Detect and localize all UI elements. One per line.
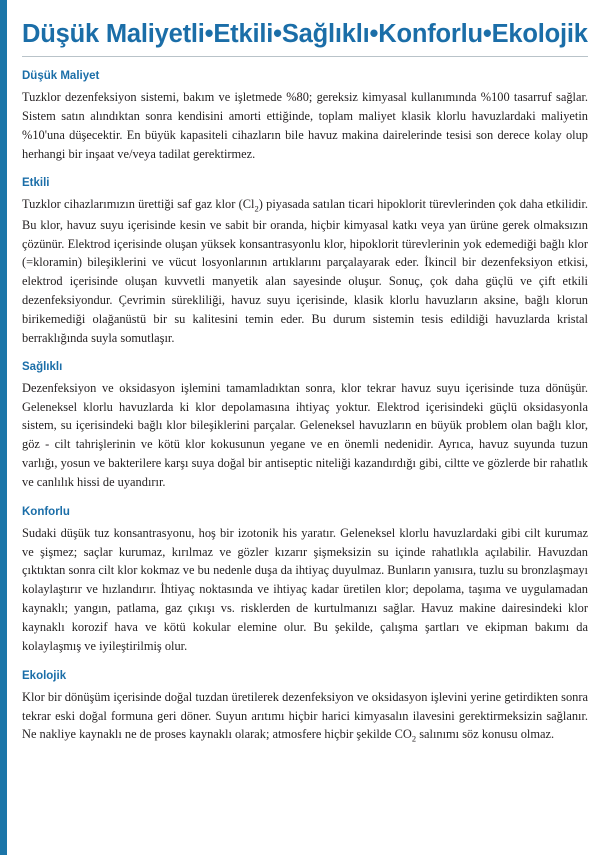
section-heading: Etkili — [22, 177, 50, 190]
chlorine-subscript: 2 — [254, 203, 259, 214]
section-body — [22, 688, 588, 746]
body-text-before-formula: Klor bir dönüşüm içerisinde doğal tuzdan üretilerek dezenfeksiyon ve oksidasyon işlevini yerine getirdikten sonra tekrar eski doğal formuna geri döner. Suyun arıtımı hiçbir harici kimyasalın ilavesini gerektirmeksizin sağlanır. Ne nakliye kaynaklı ne de proses kaynaklı olarak; atmosfere hiçbir şekilde CO — [22, 689, 588, 742]
section-heading: Ekolojik — [22, 669, 67, 682]
section-saglikli — [22, 361, 588, 492]
body-text-after-formula: salınımı söz konusu olmaz. — [416, 727, 555, 742]
co2-subscript: 2 — [411, 733, 417, 744]
section-ekolojik — [22, 670, 588, 746]
section-body: Sudaki düşük tuz konsantrasyonu, hoş bir izotonik his yaratır. Geleneksel klorlu havuzlardaki gibi cilt kurumaz ve şişmez; saçlar kurumaz, kırılmaz ve gözler kızarır şişmeksizin su içinde rahatlıkla açılabilir. Havuzdan çıktıktan sonra cilt klor kokmaz ve bu nedenle duşa da ihtiyaç duyulmaz. Bunların yanısıra, tuzlu su bronzlaşmayı kolaylaştırır ve hızlandırır. İhtiyaç noktasında ve ihtiyaç kadar üretilen klor; depolama, taşıma ve uygulamadan kaynaklı; yangın, patlama, gaz çıkışı vs. risklerden de kurtulmanızı sağlar. Havuz makine dairesindeki klor kaynaklı korozif hava ve kötü kokular elemine olur. Bu şekilde, çalışma şartları ve ekipman bakımı da kolaylaşmış ve iyileştirilmiş olur. — [22, 525, 588, 653]
section-heading: Sağlıklı — [22, 360, 63, 373]
section-body: Tuzklor dezenfeksiyon sistemi, bakım ve işletmede %80; gereksiz kimyasal kullanımında %100 tasarruf sağlar. Sistem satın alındıktan sonra kendisini amorti ettiğinde, toplam maliyet klasik klorlu havuzlardaki maliyetin %10'una düşecektir. En büyük kapasiteli cihazların bile havuz makina dairelerinde tesisi son derece kolay olup herhangi bir inşaat ve/veya tadilat gerektirmez. — [22, 90, 588, 161]
title-divider — [22, 56, 588, 57]
section-heading: Konforlu — [22, 505, 70, 518]
section-konforlu — [22, 506, 588, 656]
section-etkili — [22, 177, 588, 347]
section-body — [22, 195, 588, 347]
left-accent-bar — [0, 0, 7, 855]
body-text-before-formula: Tuzklor cihazlarımızın ürettiği saf gaz klor (Cl — [22, 197, 255, 212]
section-body: Dezenfeksiyon ve oksidasyon işlemini tamamladıktan sonra, klor tekrar havuz suyu içerisinde tuza dönüşür. Geleneksel klorlu havuzlarda ki klor depolamasına ihtiyaç yoktur. Elektrod içerisindeki güçlü oksidasyonla sistem, su içerisindeki bağlı klor bileşiklerini parçalar. Geleneksel havuzların en büyük problem olan bağlı klor, göz - cilt tahrişlerinin ve kötü klor kokusunun yegane ve en önemli nedenidir. Ayrıca, havuz suyunda tuzun varlığı, yosun ve bakterilere karşı suya doğal bir antiseptic niteliği kazandırdığı gibi, ciltte ve gözlerde bir rahatlık ve canlılık hissi de uyandırır. — [22, 380, 588, 489]
section-dusuk-maliyet — [22, 70, 588, 163]
section-heading: Düşük Maliyet — [22, 70, 100, 83]
body-text-after-formula: ) piyasada satılan ticari hipoklorit türevlerinden çok daha etkilidir. Bu klor, havuz suyu içerisinde kesin ve sabit bir oranda, hiçbir kimyasal katkı veya yan ürüne gerek olmaksızın çözünür. Elektrod içerisinde oluşan yüksek konsantrasyonlu klor, hipoklorit türevlerinin yok edemediği bağlı klor (=kloramin) bileşiklerini ve vücut losyonlarının artıklarını parçalayarak eder. İkincil bir dezenfeksiyon etkisi, elektrod içerisinde oluşan kuvvetli manyetik alan sayesinde oluşur. Sonuç, çok daha güçlü ve çift etkili dezenfeksiyondur. Çevrimin sürekliliği, havuz suyu içerisinde, klasik klorlu havuzların aksine, bağlı klorun birikemediği olağanüstü bir su kalitesini temin eder. Bu durum sistemin tesis edildiği havuzlarda kristal berraklığında suyla somutlaşır. — [22, 197, 588, 345]
page-title: Düşük Maliyetli•Etkili•Sağlıklı•Konforlu•Ekolojik — [22, 20, 588, 48]
